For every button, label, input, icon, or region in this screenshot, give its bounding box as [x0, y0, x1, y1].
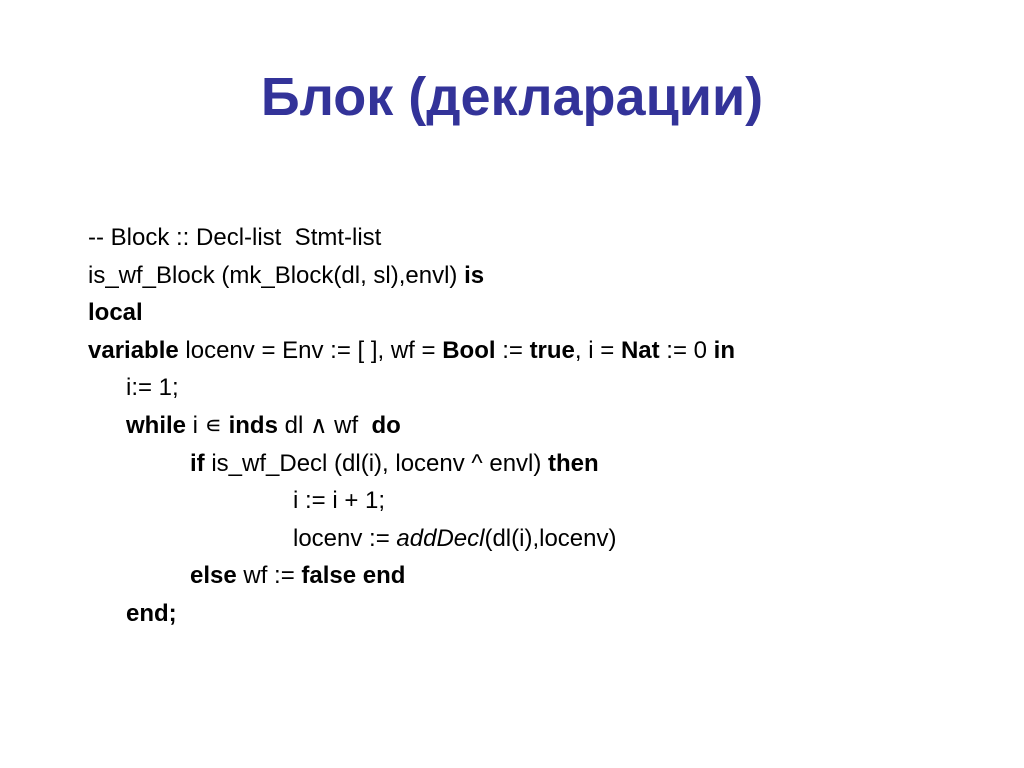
code-text: wf :=: [236, 562, 302, 590]
slide-title: Блок (декларации): [260, 67, 764, 127]
code-line: [88, 332, 735, 370]
code-text: is_wf_Block (mk_Block(dl, sl),envl): [88, 261, 465, 289]
code-keyword: if: [190, 449, 205, 477]
code-line: [88, 520, 735, 558]
code-text: (dl(i),locenv): [484, 524, 617, 552]
code-keyword: while: [126, 411, 187, 439]
code-keyword: else: [190, 562, 237, 590]
code-text: [356, 562, 363, 589]
code-text: :=: [495, 336, 530, 364]
code-text: , i =: [574, 336, 621, 364]
code-keyword: do: [371, 411, 401, 439]
code-keyword: end: [362, 562, 406, 590]
code-function-name: addDecl: [396, 524, 485, 552]
code-line: [88, 369, 735, 407]
code-keyword: in: [713, 336, 735, 364]
code-keyword: variable: [88, 336, 179, 364]
code-keyword: Bool: [442, 336, 496, 364]
code-text: := 0: [659, 336, 714, 364]
code-line: [88, 557, 735, 595]
code-text: i := i + 1;: [293, 487, 386, 515]
code-line: [88, 294, 735, 332]
code-line: [88, 257, 735, 295]
code-text: locenv = Env := [ ], wf =: [178, 336, 443, 364]
code-block: [88, 219, 735, 633]
code-text: locenv :=: [293, 524, 397, 552]
code-line: [88, 595, 735, 633]
code-keyword: Nat: [620, 336, 660, 364]
code-keyword: inds: [228, 411, 278, 439]
code-text: is_wf_Decl (dl(i), locenv ^ envl): [204, 449, 549, 477]
code-text: dl ∧ wf: [277, 411, 372, 439]
code-keyword: local: [88, 299, 143, 327]
code-text: i ∊: [186, 411, 229, 439]
code-keyword: then: [548, 449, 599, 477]
code-keyword: true: [529, 336, 575, 364]
code-text: i:= 1;: [126, 374, 179, 402]
code-line: [88, 445, 735, 483]
code-line: [88, 482, 735, 520]
code-line: [88, 407, 735, 445]
code-keyword: is: [464, 261, 485, 289]
code-keyword: false: [301, 562, 357, 590]
code-line: [88, 219, 735, 257]
code-keyword: end;: [126, 599, 177, 627]
code-text: -- Block :: Decl-list Stmt-list: [88, 224, 382, 251]
